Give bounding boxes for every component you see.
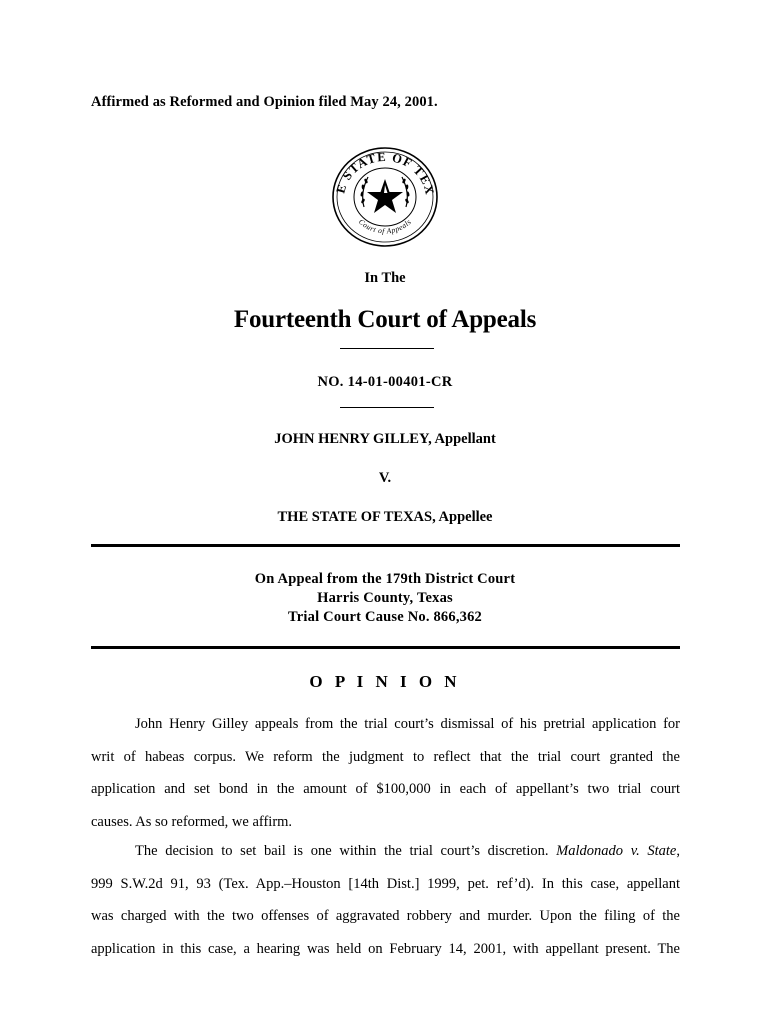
paragraph-line: John Henry Gilley appeals from the trial court’s dismissal of his pretrial application for — [135, 716, 680, 732]
appellee-name: THE STATE OF TEXAS, Appellee — [277, 509, 493, 525]
case-citation: Maldonado v. State — [556, 843, 677, 859]
short-divider — [340, 407, 434, 408]
star-seal-icon — [330, 145, 440, 249]
case-number: NO. 14-01-00401-CR — [317, 374, 453, 390]
short-divider — [340, 348, 434, 349]
opinion-paragraph-2 — [91, 835, 680, 965]
appeal-county-line: Harris County, Texas — [317, 590, 453, 606]
appeal-info — [0, 570, 770, 627]
seal-bottom-text: Court of Appeals — [356, 217, 414, 236]
in-the-label: In The — [364, 270, 406, 286]
paragraph-line: application and set bond in the amount of $100,000 in each of appellant’s two trial court — [91, 781, 680, 797]
seal-top-text: E STATE OF TEX — [333, 149, 437, 197]
thick-divider — [91, 646, 680, 649]
appeal-court-line: On Appeal from the 179th District Court — [254, 571, 516, 587]
opinion-heading: O P I N I O N — [309, 672, 461, 691]
trial-cause-line: Trial Court Cause No. 866,362 — [287, 609, 483, 625]
thick-divider — [91, 544, 680, 547]
paragraph-line: writ of habeas corpus. We reform the judgment to reflect that the trial court granted the — [91, 748, 680, 765]
paragraph-line: causes. As so reformed, we affirm. — [91, 813, 293, 830]
paragraph-line: 999 S.W.2d 91, 93 (Tex. App.–Houston [14th Dist.] 1999, pet. ref’d). In this case, appellant — [91, 875, 680, 892]
paragraph-line — [91, 835, 680, 868]
court-seal — [330, 145, 440, 249]
paragraph-text: The decision to set bail is one within the trial court’s discretion. — [135, 843, 549, 859]
paragraph-text: , — [676, 843, 680, 859]
appellant-name: JOHN HENRY GILLEY, Appellant — [274, 431, 496, 447]
paragraph-line: application in this case, a hearing was held on February 14, 2001, with appellant present. The — [91, 940, 680, 957]
versus-label: V. — [378, 470, 392, 486]
court-name: Fourteenth Court of Appeals — [233, 306, 537, 333]
filed-date-line: Affirmed as Reformed and Opinion filed May 24, 2001. — [91, 94, 438, 110]
opinion-paragraph-1 — [91, 708, 680, 838]
paragraph-line: was charged with the two offenses of aggravated robbery and murder. Upon the filing of the — [91, 908, 680, 924]
